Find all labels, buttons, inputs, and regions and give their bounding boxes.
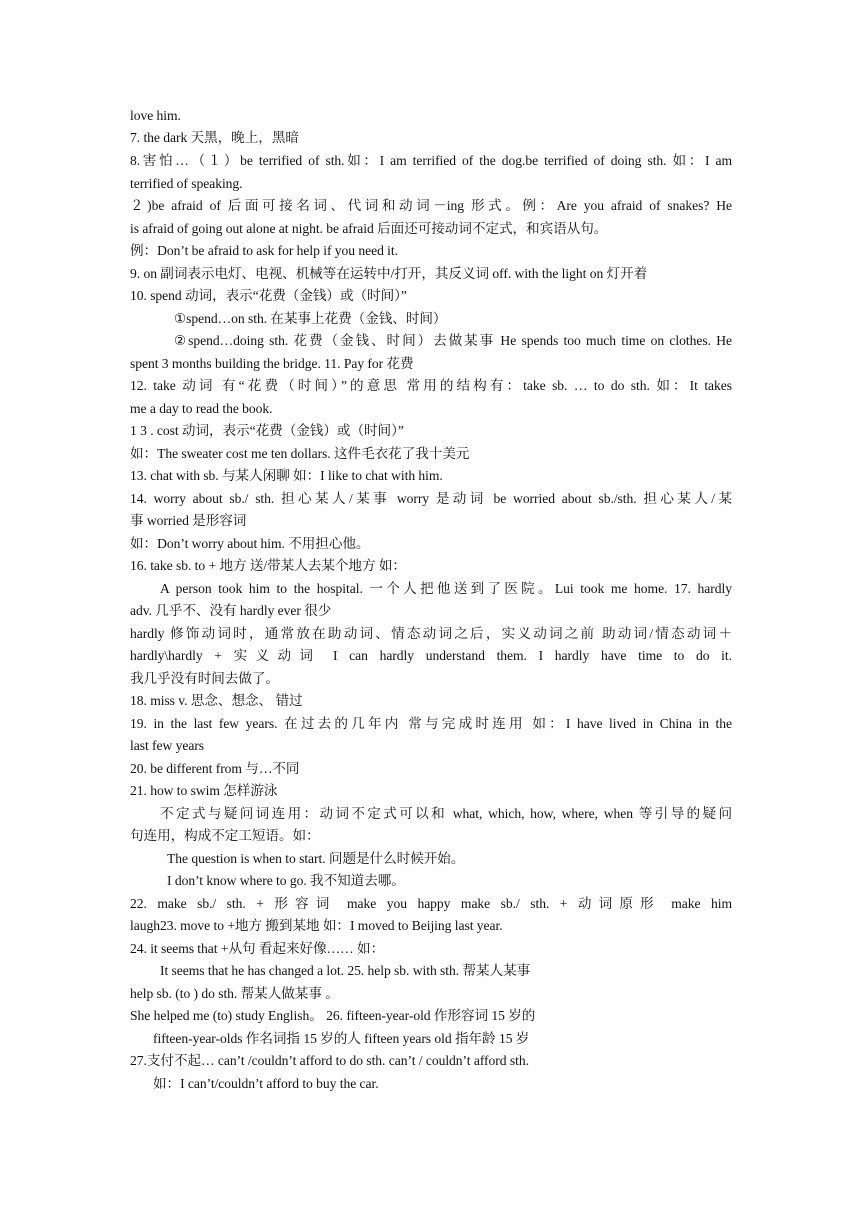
text-line: 16. take sb. to + 地方 送/带某人去某个地方 如：	[130, 558, 406, 573]
text-line: ①spend…on sth. 在某事上花费（金钱、时间）	[174, 311, 447, 326]
text-line: 27.支付不起… can’t /couldn’t afford to do sth. can’t / couldn’t afford sth.	[130, 1053, 529, 1068]
text-line: spent 3 months building the bridge. 11. Pay for 花费	[130, 356, 414, 371]
text-line: hardly 修饰动词时，通常放在助动词、情态动词之后，实义动词之前 助动词/情态动词＋	[130, 626, 732, 641]
text-line: ②spend…doing sth. 花费（金钱、时间）去做某事 He spends too much time on clothes. He	[174, 333, 732, 348]
text-line: 如：I can’t/couldn’t afford to buy the car.	[153, 1076, 379, 1091]
text-line: 9. on 副词表示电灯、电视、机械等在运转中/打开，其反义词 off. with the light on 灯开着	[130, 266, 648, 281]
text-line: 句连用，构成不定工短语。如：	[130, 828, 320, 843]
text-line: 不定式与疑问词连用：动词不定式可以和 what, which, how, where, when 等引导的疑问	[160, 806, 732, 821]
text-line: 12. take 动词 有“花费（时间）”的意思 常用的结构有：take sb. … to do sth. 如：It takes	[130, 378, 732, 393]
text-line: 10. spend 动词，表示“花费（金钱）或（时间）”	[130, 288, 407, 303]
text-line: last few years	[130, 738, 205, 753]
text-line: hardly\hardly + 实义动词 I can hardly understand them. I hardly have time to do it.	[130, 648, 732, 663]
text-line: She helped me (to) study English。 26. fifteen-year-old 作形容词 15 岁的	[130, 1008, 536, 1023]
text-line: A person took him to the hospital. 一个人把他送到了医院。Lui took me home. 17. hardly	[160, 581, 732, 596]
text-line: 我几乎没有时间去做了。	[130, 671, 279, 686]
text-line: 1 3 . cost 动词，表示“花费（金钱）或（时间）”	[130, 423, 404, 438]
text-line: laugh23. move to +地方 搬到某地 如：I moved to Beijing last year.	[130, 918, 503, 933]
text-line: I don’t know where to go. 我不知道去哪。	[167, 873, 405, 888]
text-line: adv. 几乎不、没有 hardly ever 很少	[130, 603, 332, 618]
text-line: help sb. (to ) do sth. 帮某人做某事 。	[130, 986, 339, 1001]
text-line: 如：Don’t worry about him. 不用担心他。	[130, 536, 370, 551]
text-line: 7. the dark 天黑，晚上，黑暗	[130, 130, 299, 145]
text-line: me a day to read the book.	[130, 401, 273, 416]
text-line: The question is when to start. 问题是什么时候开始。	[167, 851, 465, 866]
text-line: fifteen-year-olds 作名词指 15 岁的人 fifteen years old 指年龄 15 岁	[153, 1031, 530, 1046]
text-line: 18. miss v. 思念、想念、 错过	[130, 693, 303, 708]
text-line: 14. worry about sb./ sth. 担心某人/某事 worry 是动词 be worried about sb./sth. 担心某人/某	[130, 491, 732, 506]
text-line: is afraid of going out alone at night. be afraid 后面还可接动词不定式，和宾语从句。	[130, 221, 608, 236]
text-line: terrified of speaking.	[130, 176, 243, 191]
text-line: 例：Don’t be afraid to ask for help if you need it.	[130, 243, 398, 258]
text-line: 20. be different from 与…不同	[130, 761, 300, 776]
text-line: 22. make sb./ sth. + 形容词 make you happy make sb./ sth. + 动词原形 make him	[130, 896, 732, 911]
text-line: 事 worried 是形容词	[130, 513, 247, 528]
text-line: 24. it seems that +从句 看起来好像…… 如：	[130, 941, 385, 956]
text-line: It seems that he has changed a lot. 25. help sb. with sth. 帮某人某事	[160, 963, 531, 978]
text-line: 19. in the last few years. 在过去的几年内 常与完成时连用 如：I have lived in China in the	[130, 716, 732, 731]
text-line: ２)be afraid of 后面可接名词、代词和动词－ing 形式。例：Are you afraid of snakes? He	[130, 198, 732, 213]
text-line: 8.害怕…（１）be terrified of sth.如：I am terrified of the dog.be terrified of doing sth. 如：I am	[130, 153, 732, 168]
text-line: love him.	[130, 108, 181, 123]
text-line: 13. chat with sb. 与某人闲聊 如：I like to chat with him.	[130, 468, 443, 483]
text-line: 如：The sweater cost me ten dollars. 这件毛衣花了我十美元	[130, 446, 470, 461]
text-line: 21. how to swim 怎样游泳	[130, 783, 278, 798]
